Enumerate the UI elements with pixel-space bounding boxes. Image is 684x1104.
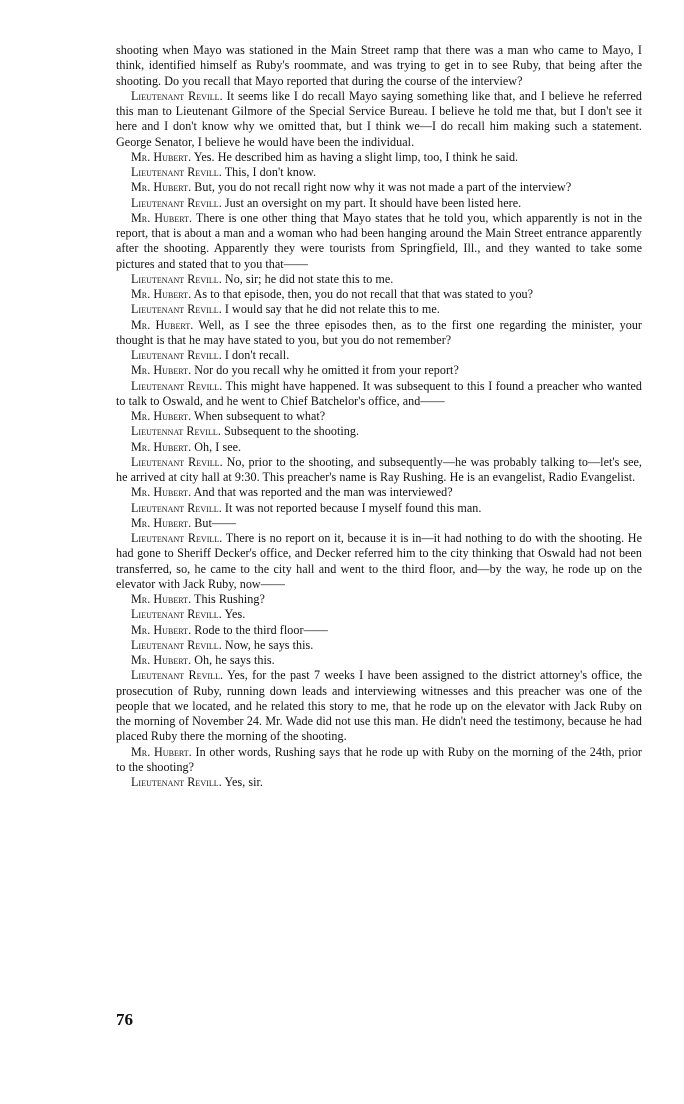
speaker-label: Lieutenant Revill.: [131, 775, 222, 789]
testimony-paragraph: [116, 302, 642, 317]
paragraph-text: This might have happened. It was subsequent to this I found a preacher who wanted to talk to Oswald, and he went to Chief Batchelor's office, and——: [116, 378, 642, 408]
speaker-label: Mr. Hubert.: [131, 149, 192, 164]
testimony-paragraph: [116, 272, 642, 287]
speaker-label: Mr. Hubert.: [131, 592, 192, 606]
paragraph-text: Yes, sir.: [224, 775, 263, 789]
paragraph-text: Oh, I see.: [194, 439, 242, 454]
speaker-label: Lieutenant Revill.: [131, 271, 222, 286]
paragraph-text: Now, he says this.: [224, 637, 314, 652]
speaker-label: Mr. Hubert.: [131, 515, 192, 530]
speaker-label: Mr. Hubert.: [131, 317, 194, 332]
paragraph-text: Yes, for the past 7 weeks I have been assigned to the district attorney's office, the prosecution of Ruby, running down leads and interviewing witnesses and this preacher was one of the people that we located, and he related this story to me, that he rode up on the elevator with Jack Ruby on the morning of November 24. Mr. Wade did not use this man. He didn't need the testimony, because he had placed Ruby there the morning of the shooting.: [116, 668, 642, 744]
paragraph-text: It was not reported because I myself found this man.: [224, 500, 482, 515]
paragraph-text: There is one other thing that Mayo states that he told you, which apparently is not in the report, that is about a man and a woman who had been hanging around the Main Street entrance apparently after the shooting. Apparently they were tourists from Springfield, Ill., and they wanted to take some pictures and stated that to you that——: [116, 210, 643, 271]
paragraph-text: It seems like I do recall Mayo saying something like that, and I believe he referred this man to Lieutenant Gilmore of the Special Service Bureau. I believe he told me that, but I don't see it here and I don't know why we omitted that, but I think we—I do recall him making such a statement. George Senator, I believe he would have been the individual.: [116, 88, 643, 149]
testimony-paragraph: [116, 516, 642, 531]
paragraph-text: Oh, he says this.: [194, 653, 275, 667]
testimony-paragraph: [116, 165, 642, 180]
speaker-label: Lieutenant Revill.: [131, 88, 223, 103]
speaker-label: Mr. Hubert.: [131, 287, 192, 301]
paragraph-text: In other words, Rushing says that he rode up with Ruby on the morning of the 24th, prior to the shooting?: [116, 744, 643, 774]
paragraph-text: Nor do you recall why he omitted it from your report?: [194, 363, 459, 378]
speaker-label: Mr. Hubert.: [131, 210, 193, 225]
testimony-paragraph: [116, 318, 642, 349]
testimony-paragraph: [116, 287, 642, 302]
testimony-paragraph: [116, 455, 642, 486]
testimony-paragraph: [116, 150, 642, 165]
speaker-label: Lieutenant Revill.: [131, 454, 223, 469]
testimony-paragraph: [116, 638, 642, 653]
speaker-label: Lieutenant Revill.: [131, 531, 223, 545]
paragraph-text: This Rushing?: [194, 592, 265, 606]
testimony-paragraph: [116, 379, 642, 410]
testimony-paragraph: [116, 348, 642, 363]
speaker-label: Mr. Hubert.: [131, 653, 192, 667]
testimony-paragraph: [116, 653, 642, 668]
speaker-label: Lieutennat Revill.: [131, 424, 221, 439]
testimony-paragraph: [116, 43, 642, 89]
speaker-label: Mr. Hubert.: [131, 363, 192, 378]
paragraph-text: No, sir; he did not state this to me.: [224, 271, 394, 286]
testimony-paragraph: [116, 424, 642, 439]
speaker-label: Lieutenant Revill.: [131, 165, 222, 179]
paragraph-text: This, I don't know.: [224, 165, 317, 179]
testimony-paragraph: [116, 592, 642, 607]
speaker-label: Mr. Hubert.: [131, 180, 192, 195]
testimony-text: [116, 43, 642, 790]
paragraph-text: Yes.: [224, 607, 246, 622]
paragraph-text: No, prior to the shooting, and subsequently—he was probably talking to—let's see, he arrived at city hall at 9:30. This preacher's name is Ray Rushing. He is an evangelist, Radio Evangelist.: [116, 454, 642, 484]
paragraph-text: shooting when Mayo was stationed in the Main Street ramp that there was a man who came to Mayo, I think, identified himself as Ruby's roommate, and was trying to get in to see Ruby, that being after the shooting. Do you recall that Mayo reported that during the course of the interview?: [116, 43, 642, 88]
testimony-paragraph: [116, 180, 642, 195]
testimony-paragraph: [116, 607, 642, 622]
testimony-paragraph: [116, 531, 642, 592]
paragraph-text: As to that episode, then, you do not recall that that was stated to you?: [193, 287, 534, 301]
paragraph-text: When subsequent to what?: [194, 409, 326, 423]
paragraph-text: But, you do not recall right now why it was not made a part of the interview?: [194, 180, 572, 195]
speaker-label: Mr. Hubert.: [131, 485, 192, 500]
testimony-paragraph: [116, 623, 642, 638]
paragraph-text: Subsequent to the shooting.: [224, 424, 360, 439]
paragraph-text: Well, as I see the three episodes then, as to the first one regarding the minister, your thought is that he may have stated to you, but you do not remember?: [116, 317, 643, 347]
paragraph-text: Yes. He described him as having a slight limp, too, I think he said.: [193, 149, 519, 164]
testimony-paragraph: [116, 363, 642, 378]
testimony-paragraph: [116, 409, 642, 424]
testimony-paragraph: [116, 440, 642, 455]
paragraph-text: And that was reported and the man was interviewed?: [193, 485, 453, 500]
testimony-paragraph: [116, 196, 642, 211]
speaker-label: Lieutenant Revill.: [131, 195, 222, 210]
speaker-label: Mr. Hubert.: [131, 439, 192, 454]
testimony-paragraph: [116, 501, 642, 516]
speaker-label: Mr. Hubert.: [131, 409, 192, 423]
speaker-label: Lieutenant Revill.: [131, 378, 223, 393]
paragraph-text: I would say that he did not relate this to me.: [224, 302, 440, 317]
paragraph-text: Just an oversight on my part. It should have been listed here.: [224, 195, 522, 210]
speaker-label: Lieutenant Revill.: [131, 348, 222, 362]
speaker-label: Lieutenant Revill.: [131, 668, 224, 683]
speaker-label: Lieutenant Revill.: [131, 607, 222, 622]
testimony-paragraph: [116, 211, 642, 272]
testimony-paragraph: [116, 745, 642, 776]
testimony-paragraph: [116, 668, 642, 744]
paragraph-text: There is no report on it, because it is in—it had nothing to do with the shooting. He had gone to Sheriff Decker's office, and Decker referred him to the city thinking that Oswald had not been transferred, so, he came to the city hall and went to the third floor, and—by the way, he rode up on the elevator with Jack Ruby, now——: [116, 531, 642, 591]
paragraph-text: But——: [194, 515, 237, 530]
speaker-label: Mr. Hubert.: [131, 744, 192, 759]
speaker-label: Lieutenant Revill.: [131, 302, 222, 317]
speaker-label: Lieutenant Revill.: [131, 637, 222, 652]
page-number: 76: [116, 1010, 133, 1029]
paragraph-text: I don't recall.: [224, 348, 290, 362]
speaker-label: Mr. Hubert.: [131, 622, 192, 637]
testimony-paragraph: [116, 775, 642, 790]
speaker-label: Lieutenant Revill.: [131, 500, 222, 515]
paragraph-text: Rode to the third floor——: [194, 622, 328, 637]
testimony-paragraph: [116, 485, 642, 500]
testimony-paragraph: [116, 89, 642, 150]
